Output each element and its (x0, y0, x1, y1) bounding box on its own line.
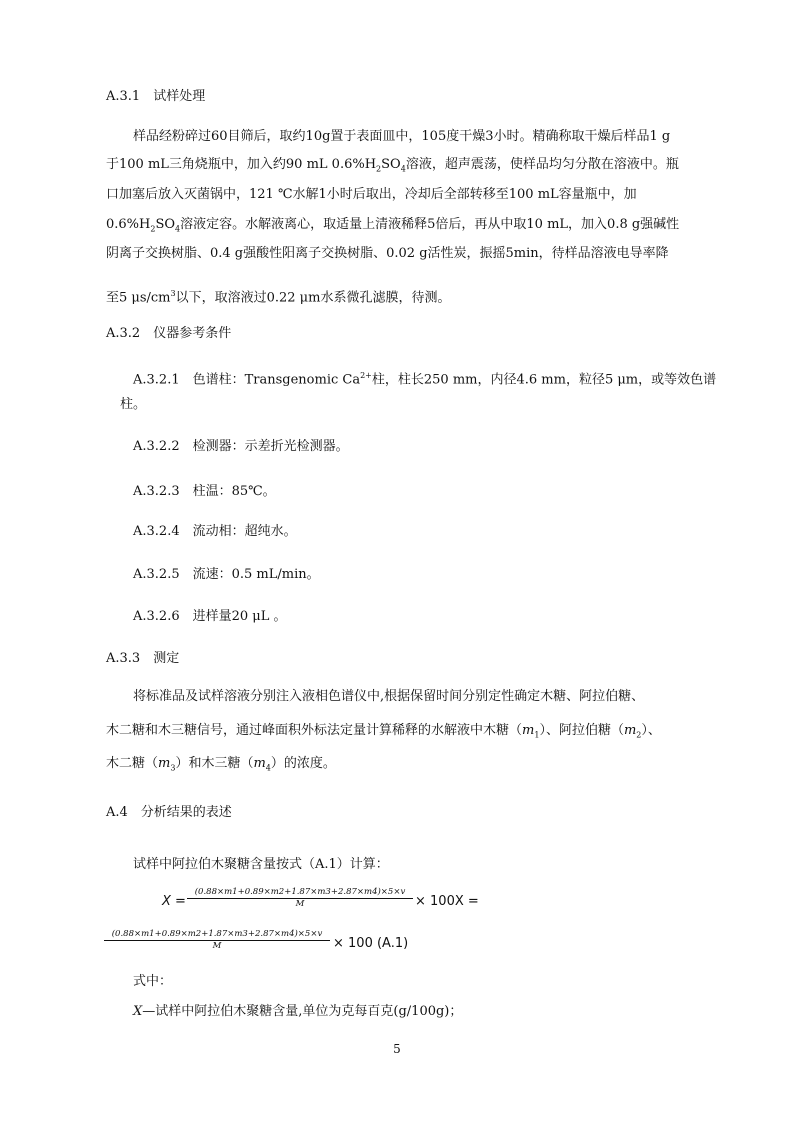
paragraph-line: 样品经粉碎过60目筛后，取约10g置于表面皿中，105度干燥3小时。精确称取干燥后样品1 g (133, 129, 671, 144)
equation-mid: × 100X = (415, 894, 479, 909)
section-heading-a31: A.3.1 试样处理 (106, 89, 206, 104)
equation-fraction (187, 887, 413, 910)
paragraph-line: $0.6\%H_2SO_4$溶液定容。水解液离心，取适量上清液稀释5倍后，再从中取10 mL，加入0.8 g强碱性 (106, 217, 680, 234)
item-a325: A.3.2.5 流速：0.5 mL/min。 (133, 567, 320, 582)
variable-definition: X—试样中阿拉伯木聚糖含量,单位为克每百克(g/100g)； (133, 1004, 463, 1019)
equation-numerator: (0.88×m1+0.89×m2+1.87×m3+2.87×m4)×5×v (194, 887, 406, 897)
section-heading-a32: A.3.2 仪器参考条件 (106, 326, 232, 341)
paragraph-line: 木二糖和木三糖信号，通过峰面积外标法定量计算稀释的水解液中木糖$(m_1)$、阿拉伯糖$(m_2)$、 (106, 723, 661, 740)
item-a321: A.3.2.1 色谱柱：Transgenomic $Ca^{2+}$柱，柱长250 mm，内径4.6 mm，粒径5 μm，或等效色谱 (133, 371, 717, 388)
item-a324: A.3.2.4 流动相：超纯水。 (133, 524, 297, 539)
paragraph-line: 于100 mL三角烧瓶中，加入约90 mL $0.6\%H_2SO_4$溶液，超声震荡，使样品均匀分散在溶液中。瓶 (106, 157, 679, 174)
page-number: 5 (393, 1042, 401, 1056)
paragraph-line: 木二糖$(m_3)$和木三糖$(m_4)$的浓度。 (106, 756, 336, 773)
equation-number: × 100 (A.1) (333, 936, 409, 951)
paragraph-line: 至5 $\mu s/cm^3$以下，取溶液过0.22 μm水系微孔滤膜，待测。 (106, 289, 451, 306)
item-a321-continued: 柱。 (120, 397, 147, 412)
where-label: 式中： (133, 974, 173, 989)
paragraph-line: 阴离子交换树脂、0.4 g强酸性阳离子交换树脂、0.02 g活性炭，振摇5min，待样品溶液电导率降 (106, 246, 669, 261)
item-a323: A.3.2.3 柱温：85℃。 (133, 484, 276, 499)
equation-numerator: (0.88×m1+0.89×m2+1.87×m3+2.87×m4)×5×v (111, 929, 323, 939)
section-heading-a33: A.3.3 测定 (106, 651, 180, 666)
paragraph-line: 口加塞后放入灭菌锅中，121 ℃水解1小时后取出，冷却后全部转移至100 mL容量瓶中，加 (106, 187, 637, 202)
equation-denominator: M (187, 898, 413, 910)
section-heading-a4: A.4 分析结果的表述 (106, 805, 232, 820)
equation-denominator: M (104, 940, 330, 952)
equation-lhs: X = (162, 894, 186, 909)
paragraph-line: 将标准品及试样溶液分别注入液相色谱仪中,根据保留时间分别定性确定木糖、阿拉伯糖、 (133, 689, 645, 704)
paragraph-line: 试样中阿拉伯木聚糖含量按式（A.1）计算： (133, 857, 389, 872)
item-a322: A.3.2.2 检测器：示差折光检测器。 (133, 439, 349, 454)
equation-fraction (104, 929, 330, 952)
item-a326: A.3.2.6 进样量20 μL 。 (133, 609, 287, 624)
